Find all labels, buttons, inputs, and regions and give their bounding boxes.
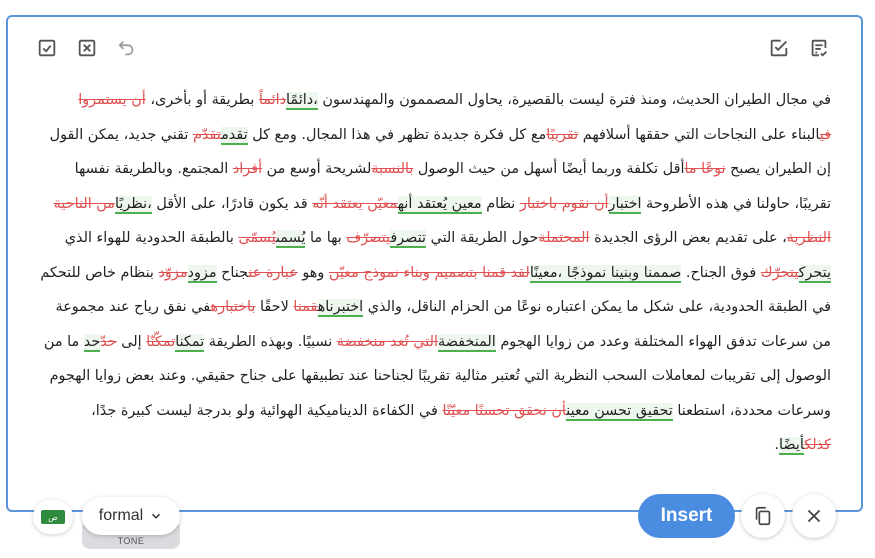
inserted-text[interactable]: يتحرك: [798, 264, 831, 281]
deleted-text[interactable]: أن يستمروا في: [78, 92, 831, 143]
document-check-icon[interactable]: [806, 35, 832, 61]
inserted-text[interactable]: تحقيق تحسن معين: [566, 402, 673, 419]
accept-all-icon[interactable]: [766, 35, 792, 61]
inserted-text[interactable]: اختبار: [608, 195, 642, 212]
deleted-text[interactable]: تمكّنّا: [146, 333, 176, 350]
text-segment: ما من الوصول إلى تقريبات لمعاملات السحب النظرية التي تُعتبر مثالية تقريبًا لجناحنا عند تطبيقها على جناح حقيقي. وعند بعض زوايا الهجوم وسرعات محددة، استطعنا: [43, 333, 831, 419]
inserted-text[interactable]: معين يُعتقد أنه: [397, 195, 482, 212]
copy-button[interactable]: [741, 494, 785, 538]
deleted-text[interactable]: معيّن يعتقد أنّه: [312, 195, 398, 212]
language-flag-icon: ص: [41, 510, 65, 524]
deleted-text[interactable]: قمنا: [293, 299, 318, 315]
text-segment: مع كل فكرة جديدة تظهر في هذا المجال. ومع كل: [247, 126, 547, 143]
document-text[interactable]: [36, 83, 831, 463]
text-segment: نظام: [481, 195, 520, 212]
deleted-text[interactable]: التي تُعد منخفضة: [336, 333, 438, 350]
text-segment: حول الطريقة التي: [426, 230, 539, 246]
inserted-text[interactable]: تقدم: [221, 126, 248, 143]
inserted-text[interactable]: يُسمى: [275, 230, 306, 246]
deleted-text[interactable]: دائماً: [258, 92, 287, 108]
text-segment: تقني جديد، يمكن القول إن الطيران يصبح: [49, 126, 831, 177]
text-segment: في مجال الطيران الحديث، ومنذ فترة ليست بالقصيرة، يحاول المصممون والمهندسون: [317, 92, 831, 108]
text-segment: بطريقة أو بأخرى،: [145, 92, 259, 108]
deleted-text[interactable]: كذلك: [804, 437, 831, 453]
copy-icon: [752, 505, 774, 527]
checkbox-checked-icon[interactable]: [34, 35, 60, 61]
text-segment: بالطبقة الحدودية للهواء الذي: [64, 230, 239, 246]
text-segment: بها ما: [305, 230, 347, 246]
inserted-text[interactable]: ،دائمًا: [286, 92, 318, 108]
inserted-text[interactable]: اختبرناه: [317, 299, 364, 315]
deleted-text[interactable]: عبارة عن: [248, 264, 298, 281]
text-segment: أقل تكلفة وربما أيضًا أسهل من حيث الوصول: [413, 161, 685, 177]
text-segment: إلى: [116, 333, 147, 350]
inserted-text[interactable]: المنخفضة: [437, 333, 496, 350]
deleted-text[interactable]: أفراد: [232, 161, 263, 177]
text-segment: في نفق رياح عند مجموعة من سرعات تدفق الهواء المختلفة وعدد من زوايا الهجوم: [55, 299, 831, 350]
close-button[interactable]: [792, 494, 836, 538]
tone-caption: TONE: [82, 525, 180, 549]
checkbox-x-icon[interactable]: [74, 35, 100, 61]
undo-icon[interactable]: [114, 35, 140, 61]
deleted-text[interactable]: من الناحية النظرية: [53, 195, 831, 246]
editor-panel: [6, 15, 863, 512]
text-segment: المجتمع. وبالطريقة نفسها تقريبًا، حاولنا في هذه الأطروحة: [74, 161, 831, 212]
deleted-text[interactable]: لقد قمنا بتصميم وبناء نموذج معيّن: [328, 264, 530, 281]
text-segment: لاحقًا: [255, 299, 294, 315]
text-segment: في الكفاءة الديناميكية الهوائية ولو بدرجة ليست كبيرة جدًا،: [91, 402, 443, 419]
text-segment: قد يكون قادرًا، على الأقل: [151, 195, 313, 212]
inserted-text[interactable]: تتصرف: [390, 230, 426, 246]
text-segment: ، على تقديم بعض الرؤى الجديدة: [589, 230, 787, 246]
deleted-text[interactable]: مزوّد: [158, 264, 188, 281]
tone-value: formal: [98, 507, 144, 524]
deleted-text[interactable]: يُسمّى: [238, 230, 276, 246]
inserted-text[interactable]: حد: [83, 333, 101, 350]
tone-selector[interactable]: [82, 497, 180, 549]
deleted-text[interactable]: أن نقوم باختبار: [519, 195, 609, 212]
inserted-text[interactable]: صممنا وبنينا نموذجًا ،معينًا: [529, 264, 682, 281]
tone-dropdown[interactable]: [82, 497, 180, 535]
deleted-text[interactable]: باختباره: [210, 299, 256, 315]
deleted-text[interactable]: نوعًا ما: [684, 161, 726, 177]
inserted-text[interactable]: ،نظريًا: [114, 195, 152, 212]
text-segment: بنظام خاص للتحكم في الطبقة الحدودية، على شكل ما يمكن اعتباره نوعًا من الحزام الناقل، والذي: [40, 264, 831, 315]
text-segment: لشريحة أوسع من: [262, 161, 372, 177]
text-segment: البناء على النجاحات التي حققها أسلافهم: [578, 126, 820, 143]
text-segment: وهو: [297, 264, 329, 281]
deleted-text[interactable]: يتحرّك: [760, 264, 799, 281]
deleted-text[interactable]: المحتملة: [538, 230, 590, 246]
deleted-text[interactable]: حدّ: [100, 333, 117, 350]
text-segment: فوق الجناح.: [681, 264, 761, 281]
close-icon: [803, 505, 825, 527]
deleted-text[interactable]: أن نحقق تحسنًا معيّنًا: [442, 402, 567, 419]
text-segment: .: [774, 437, 779, 453]
text-segment: جناح: [216, 264, 249, 281]
chevron-down-icon: [149, 509, 163, 523]
inserted-text[interactable]: مزود: [187, 264, 217, 281]
inserted-text[interactable]: أيضًا: [778, 437, 805, 453]
deleted-text[interactable]: تقريبًا: [546, 126, 579, 143]
inserted-text[interactable]: تمكنا: [175, 333, 205, 350]
language-button[interactable]: [33, 500, 73, 534]
deleted-text[interactable]: يتصرّف: [346, 230, 391, 246]
deleted-text[interactable]: تقدّم: [193, 126, 222, 143]
insert-button[interactable]: Insert: [638, 494, 735, 538]
deleted-text[interactable]: بالنسبة: [371, 161, 414, 177]
text-segment: نسبيًا. وبهذه الطريقة: [204, 333, 337, 350]
